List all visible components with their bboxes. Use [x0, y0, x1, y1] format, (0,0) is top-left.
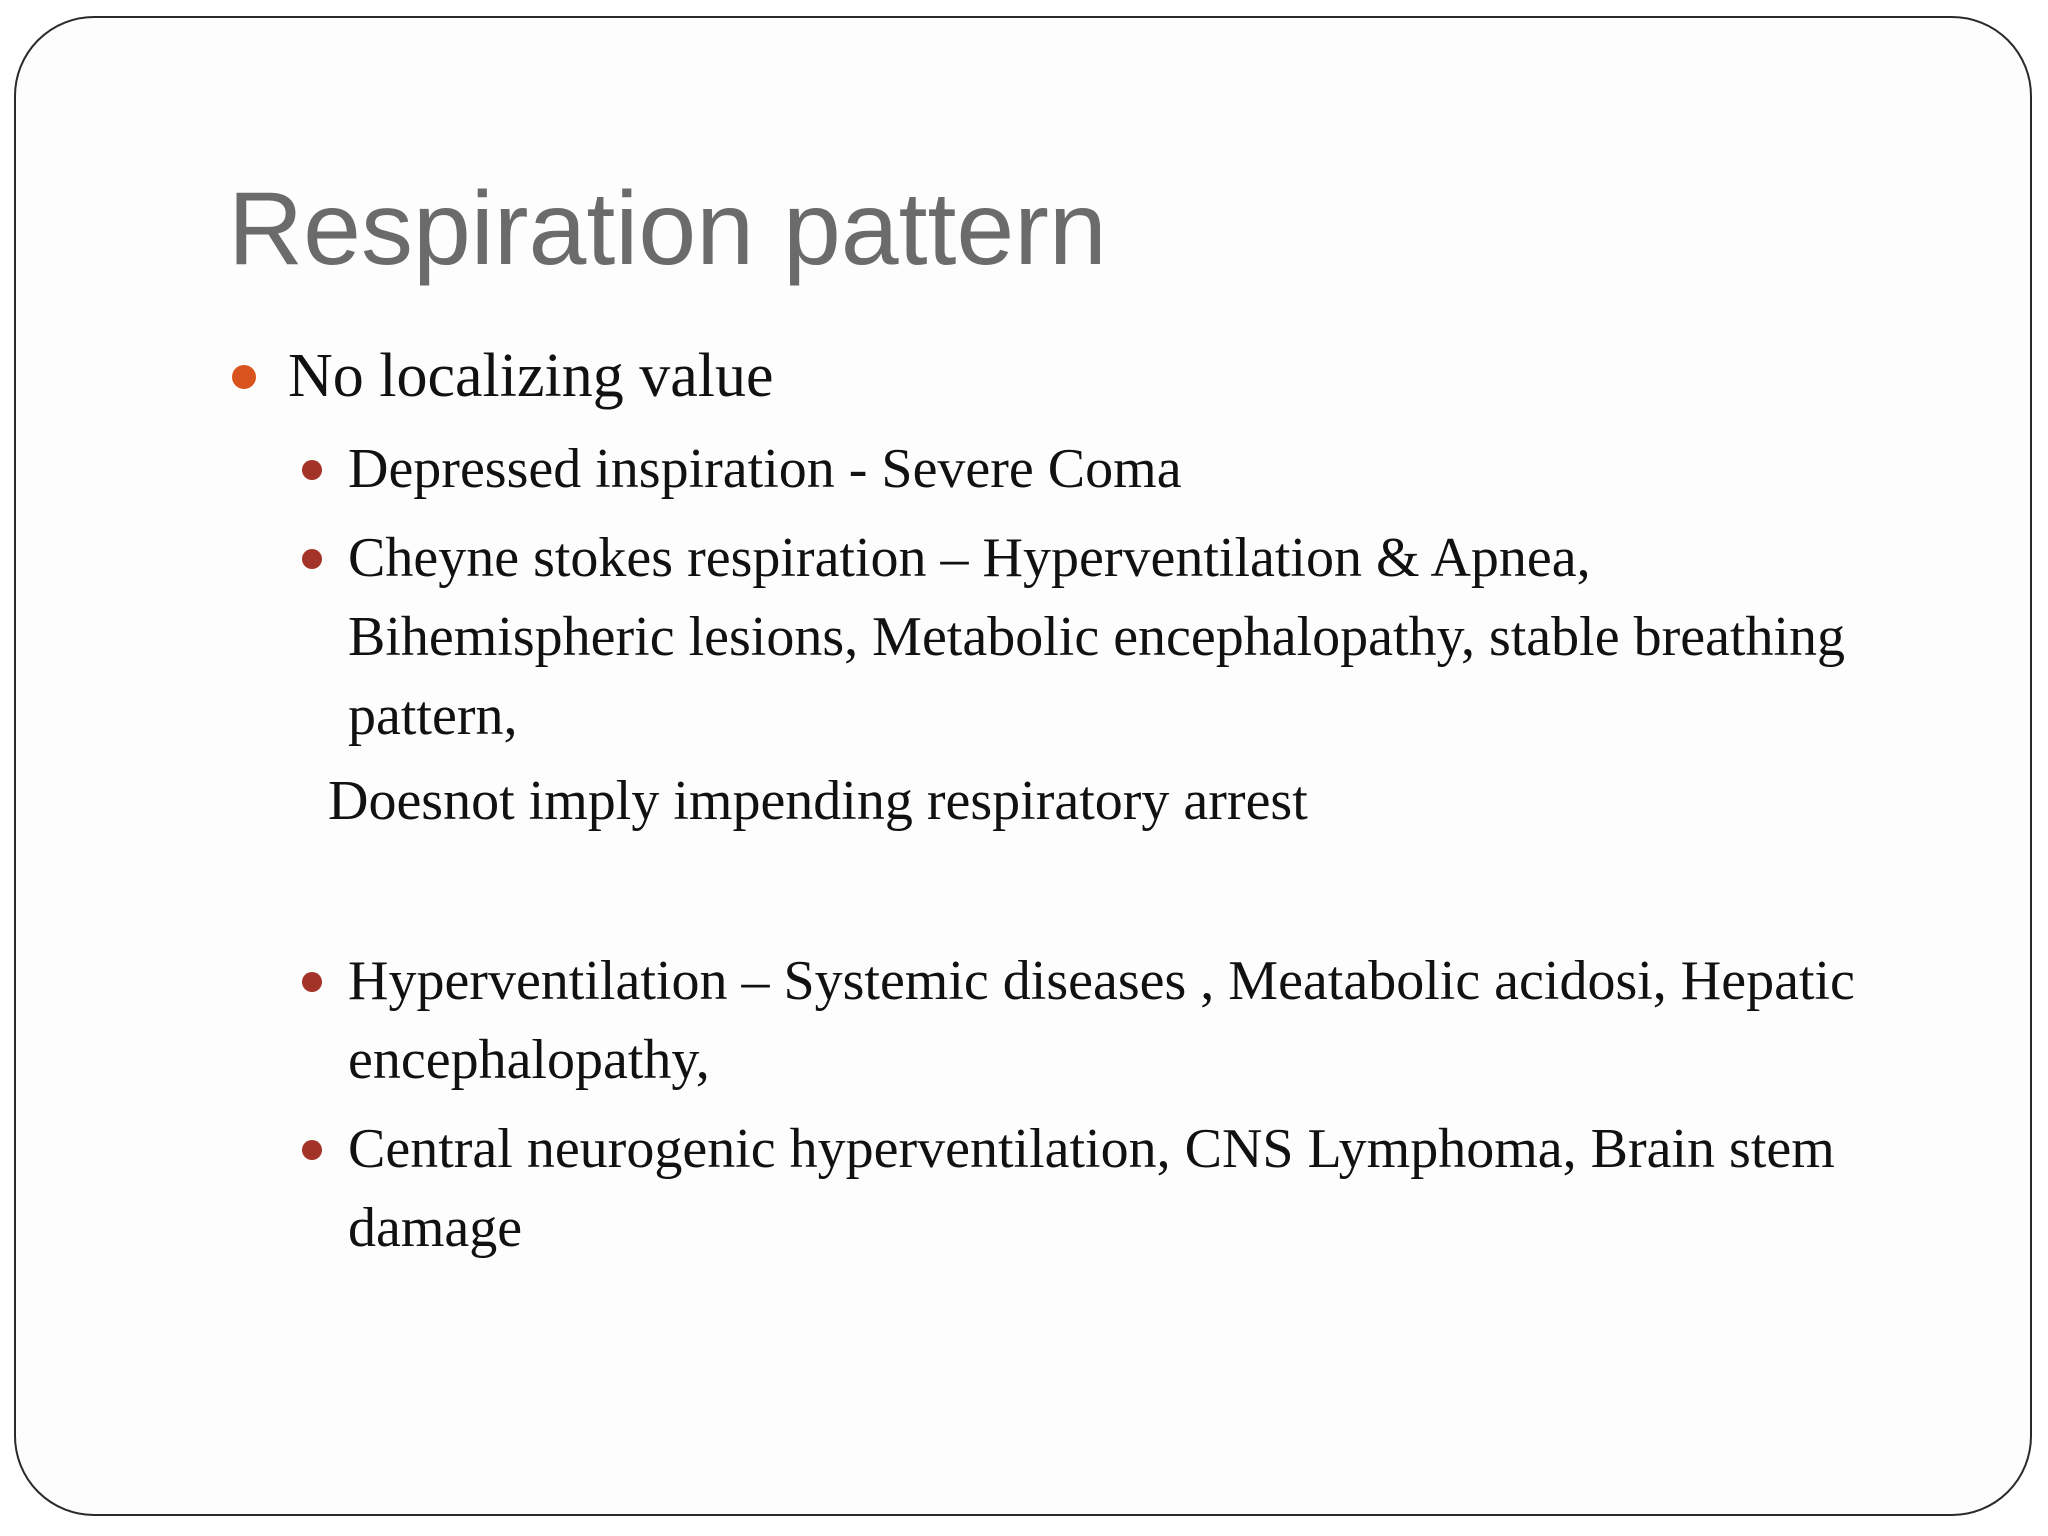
bullet-level2-text: Central neurogenic hyperventilation, CNS Lymphoma, Brain stem damage — [348, 1118, 1835, 1259]
bullet-dot-icon — [232, 365, 256, 389]
bullet-dot-icon — [302, 972, 322, 992]
bullet-level1-text: No localizing value — [288, 342, 774, 410]
slide-title: Respiration pattern — [228, 171, 1107, 287]
bullet-dot-icon — [302, 460, 322, 480]
bullet-dot-icon — [302, 549, 322, 569]
bullet-level2-text: Hyperventilation – Systemic diseases , Meatabolic acidosi, Hepatic encephalopathy, — [348, 950, 1855, 1091]
bullet-level2-text: Depressed inspiration - Severe Coma — [348, 438, 1182, 500]
bullet-dot-icon — [302, 1140, 322, 1160]
bullet-level2-text: Cheyne stokes respiration – Hyperventilation & Apnea, Bihemispheric lesions, Metabolic encephalopathy, stable breathing pattern, — [348, 527, 1846, 747]
note-line: Doesnot imply impending respiratory arrest — [328, 770, 1308, 832]
